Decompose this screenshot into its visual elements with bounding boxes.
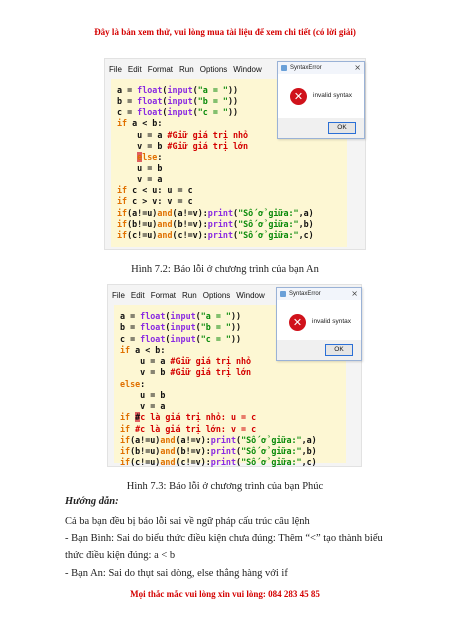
code-line: else: [137,151,163,162]
dialog-body [277,300,361,340]
syntax-error-highlight: # [135,412,141,423]
code-line: c = float(input("c = ")) [117,107,239,118]
menu-edit[interactable]: Edit [127,65,142,74]
syntax-error-dialog [276,287,362,361]
close-icon[interactable]: × [351,289,358,298]
contact-notice: Mọi thắc mắc vui lòng xin vui lòng: 084 283 45 85 [130,589,320,599]
code-line: a = float(input("a = ")) [117,85,239,95]
code-line: if(a!=u)and(a!=v):print("Số ở giữa:",a) [117,207,314,218]
app-logo-icon [281,65,287,71]
guide-heading: Hướng dẫn: [65,496,119,507]
guide-line: - Bạn Bình: Sai do biểu thức điều kiện chưa đúng: Thêm “<” tạo thành biểu [65,533,383,544]
close-icon[interactable]: × [354,63,361,72]
menu-format[interactable]: Format [150,291,177,300]
dialog-title: SyntaxError [278,62,364,74]
code-line: u = b [120,389,166,400]
menu-format[interactable]: Format [147,65,174,74]
code-line: b = float(input("b = ")) [120,322,242,333]
code-line: v = a [120,401,166,411]
guide-line: thức điều kiện đúng: a < b [65,550,176,561]
code-line: if c < u: u = c [117,185,193,196]
error-icon: ✕ [290,88,307,105]
preview-notice: Đây là bản xem thử, vui lòng mua tài liệu để xem chi tiết (có lời giải) [94,27,356,37]
code-line: if c > v: v = c [117,196,193,207]
dialog-footer [278,118,364,138]
code-line: if(c!=u)and(c!=v):print("Số ở giữa:",c) [120,457,317,468]
dialog-body [278,74,364,118]
code-line: if(c!=u)and(c!=v):print("Số ở giữa:",c) [117,229,314,240]
code-line: b = float(input("b = ")) [117,96,239,107]
menu-file[interactable]: File [109,65,122,74]
dialog-title: SyntaxError [277,288,361,300]
menu-run[interactable]: Run [182,291,197,300]
menu-bar [105,59,262,81]
code-line: u = a #Giữ giá trị nhỏ [120,356,252,366]
guide-line: - Bạn An: Sai do thụt sai dòng, else thẳng hàng với if [65,568,288,579]
syntax-error-highlight: e [137,151,143,162]
figure-caption-1: Hình 7.2: Báo lỗi ở chương trình của bạn An [131,264,319,275]
idle-screenshot-phuc [107,284,362,467]
code-line: if a < b: [120,344,166,355]
menu-edit[interactable]: Edit [130,291,145,300]
dialog-message: invalid syntax [313,92,353,99]
code-line: u = a #Giữ giá trị nhỏ [117,129,249,140]
menu-window[interactable]: Window [233,65,262,74]
error-icon: ✕ [289,314,306,331]
app-logo-icon [280,291,286,297]
code-line: if(b!=u)and(b!=v):print("Số ở giữa:",b) [117,218,314,229]
menu-window[interactable]: Window [236,291,265,300]
ok-button[interactable]: OK [328,122,356,134]
code-line: a = float(input("a = ")) [120,311,242,321]
code-line: v = b #Giữ giá trị lớn [120,367,252,378]
code-line: if #c là giá trị lớn: v = c [120,423,257,434]
dialog-footer [277,340,361,360]
menu-bar [108,285,265,307]
ok-button[interactable]: OK [325,344,353,356]
code-line: if #c là giá trị nhỏ: u = c [120,412,257,423]
code-line: if(a!=u)and(a!=v):print("Số ở giữa:",a) [120,434,317,445]
code-line: v = a [117,174,163,185]
code-line: else: [120,378,146,389]
dialog-message: invalid syntax [312,318,352,325]
code-line: if(b!=u)and(b!=v):print("Số ở giữa:",b) [120,446,317,456]
menu-options[interactable]: Options [199,65,228,74]
syntax-error-dialog [277,61,365,139]
menu-file[interactable]: File [112,291,125,300]
guide-line: Cả ba bạn đều bị báo lỗi sai về ngữ pháp cấu trúc câu lệnh [65,516,310,527]
menu-options[interactable]: Options [202,291,231,300]
code-line: v = b #Giữ giá trị lớn [117,140,249,151]
menu-run[interactable]: Run [179,65,194,74]
figure-caption-2: Hình 7.3: Báo lỗi ở chương trình của bạn Phúc [126,481,324,492]
code-line: if a < b: [117,118,163,129]
code-line: u = b [117,162,163,173]
code-line: c = float(input("c = ")) [120,333,242,344]
idle-screenshot-an [104,58,366,250]
